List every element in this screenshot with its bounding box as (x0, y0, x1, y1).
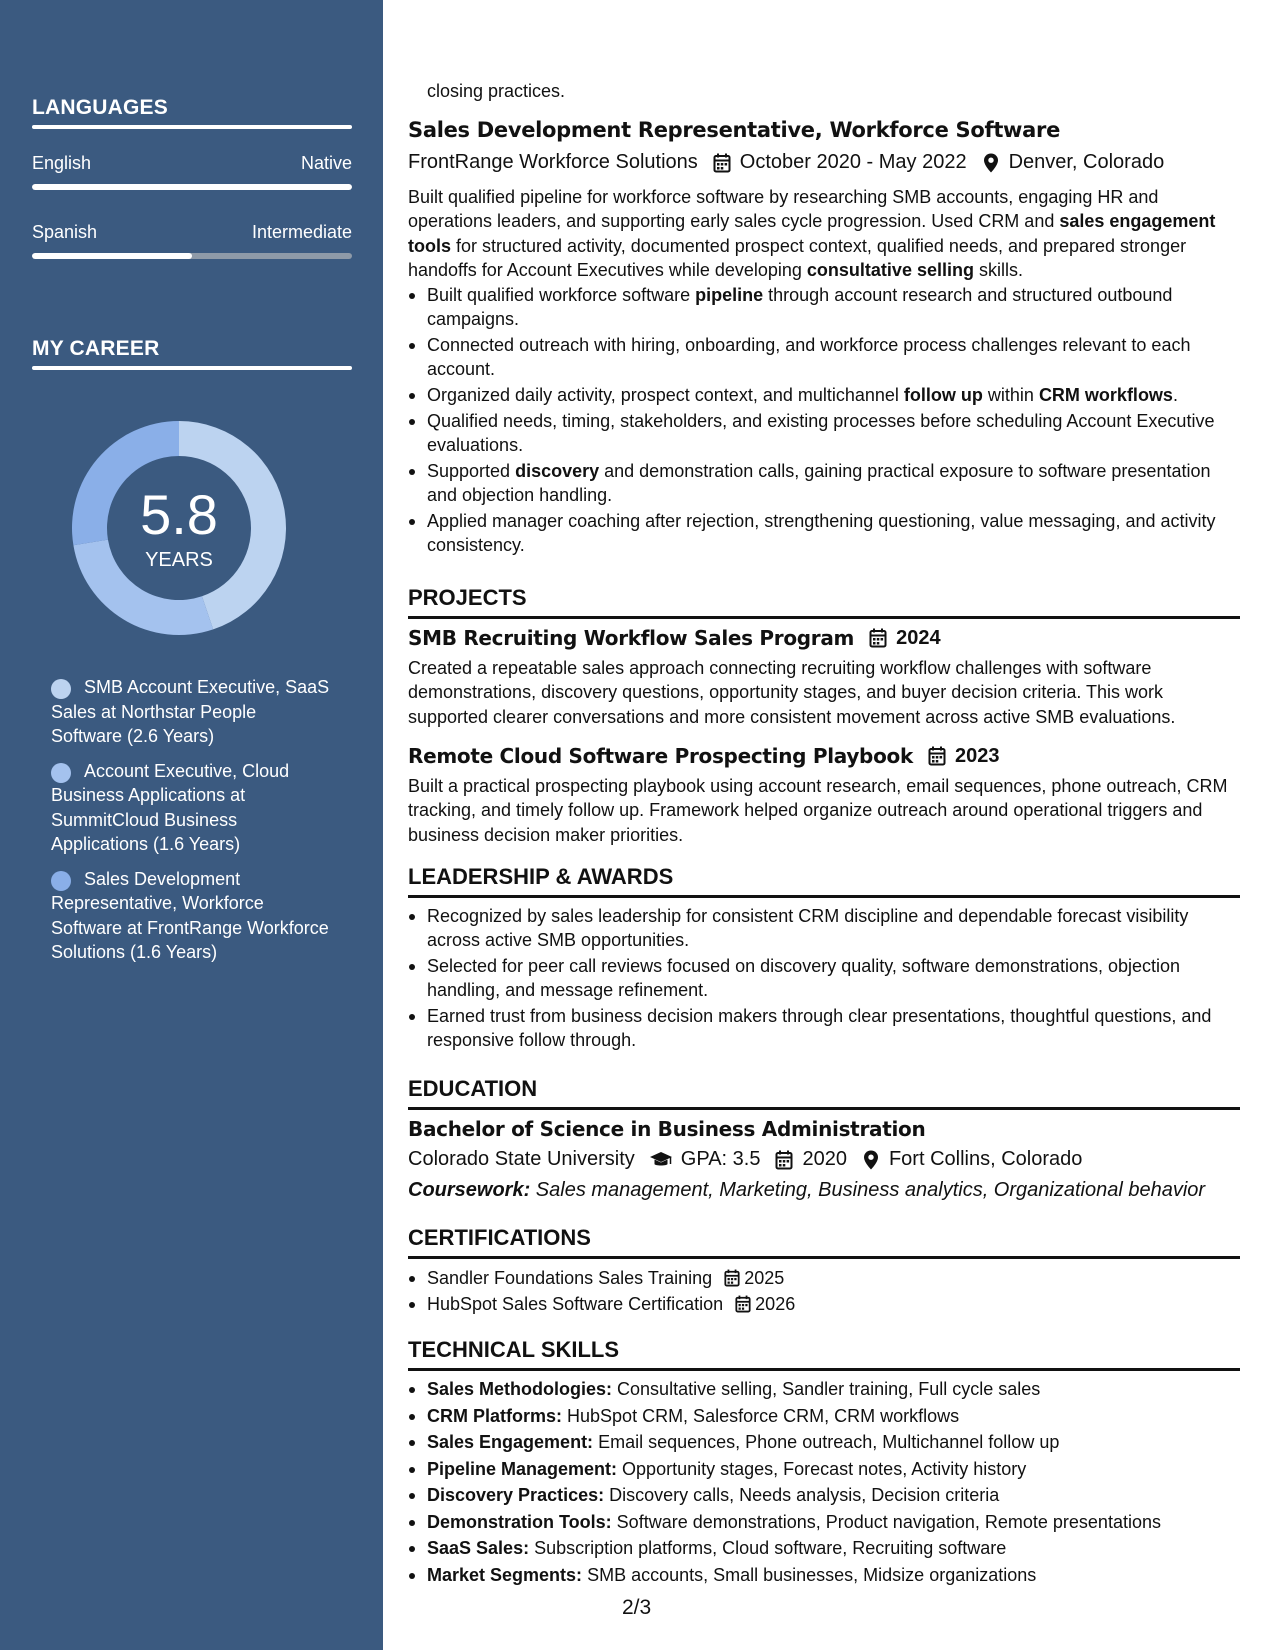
language-name: Spanish (32, 222, 98, 242)
career-title: MY CAREER (32, 337, 160, 360)
project-description: Built a practical prospecting playbook using account research, email sequences, phone outreach, CRM tracking, and timely follow up. Framework helped organize outreach around operational triggers and business decision maker priorities. (408, 776, 1228, 845)
projects-title: PROJECTS (408, 585, 527, 610)
calendar-icon (712, 153, 732, 173)
certification-item (408, 1292, 1240, 1316)
text-run: Built qualified workforce software (427, 285, 696, 305)
text-run: skills. (973, 259, 1023, 280)
graduation-cap-icon (649, 1150, 673, 1170)
graduation-year: 2020 (802, 1148, 847, 1170)
education-section-header (408, 1076, 1240, 1110)
skill-item (408, 1483, 1240, 1508)
certification-year: 2026 (755, 1293, 796, 1314)
skill-item (408, 1510, 1240, 1535)
project-name: Remote Cloud Software Prospecting Playbook (408, 744, 913, 768)
legend-dot (51, 763, 71, 783)
career-donut-chart (66, 415, 292, 641)
bold-keyword: Discovery Practices: (427, 1485, 605, 1505)
project-name: SMB Recruiting Workflow Sales Program (408, 626, 855, 650)
calendar-icon (734, 1294, 752, 1314)
text-run: Consultative selling, Sandler training, Full cycle sales (612, 1379, 1041, 1399)
calendar-icon (723, 1268, 741, 1288)
school-name: Colorado State University (408, 1148, 635, 1170)
bold-keyword: SaaS Sales: (427, 1538, 530, 1558)
calendar-icon (927, 746, 947, 766)
job-dates: October 2020 - May 2022 (739, 151, 967, 173)
gpa: GPA: 3.5 (680, 1148, 761, 1170)
job-location: Denver, Colorado (1008, 151, 1165, 173)
language-level: Intermediate (251, 222, 352, 242)
section-rule (408, 1368, 1240, 1371)
sidebar (0, 0, 383, 1650)
skill-item (408, 1563, 1240, 1588)
certification-name: HubSpot Sales Software Certification (427, 1293, 724, 1314)
leadership-title: LEADERSHIP & AWARDS (408, 864, 674, 889)
career-item (51, 867, 331, 965)
job-title: Sales Development Representative, Workforce Software (408, 118, 1061, 142)
certifications-title: CERTIFICATIONS (408, 1225, 591, 1250)
job-bullet (408, 409, 1240, 458)
text-run: Supported (427, 461, 516, 482)
languages-title: LANGUAGES (32, 96, 168, 119)
bold-keyword: consultative selling (806, 259, 974, 280)
bold-keyword: discovery (515, 461, 600, 482)
job-meta (408, 151, 1164, 174)
bold-keyword: CRM workflows (1038, 385, 1173, 406)
text-run: Organized daily activity, prospect context, and multichannel (427, 385, 904, 406)
career-rule (32, 366, 352, 370)
text-run: Opportunity stages, Forecast notes, Activity history (617, 1458, 1027, 1479)
career-item (51, 759, 331, 857)
text-run: within (982, 385, 1039, 406)
leadership-bullets (408, 904, 1240, 1054)
text-run: Email sequences, Phone outreach, Multichannel follow up (593, 1432, 1060, 1452)
text-run: HubSpot CRM, Salesforce CRM, CRM workflows (562, 1405, 960, 1426)
skill-item (408, 1457, 1240, 1482)
job-bullets (408, 283, 1240, 559)
legend-dot (51, 679, 71, 699)
job-bullet (408, 459, 1240, 508)
project-description: Created a repeatable sales approach connecting recruiting workflow challenges with software demonstrations, discovery questions, opportunity stages, and buyer decision criteria. This work supported clearer conversations and more consistent movement across active SMB evaluations. (408, 658, 1176, 727)
career-item-text: SMB Account Executive, SaaS Sales at Northstar People Software (2.6 Years) (51, 677, 330, 746)
map-pin-icon (861, 1150, 881, 1170)
text-run: Subscription platforms, Cloud software, Recruiting software (529, 1538, 1007, 1558)
certifications-section-header (408, 1225, 1240, 1259)
leadership-bullet: Earned trust from business decision makers through clear presentations, thoughtful questions, and responsive follow through. (408, 1004, 1240, 1053)
projects-section-header (408, 585, 1240, 619)
legend-dot (51, 871, 71, 891)
certification-name: Sandler Foundations Sales Training (427, 1268, 713, 1288)
skill-item (408, 1430, 1240, 1455)
certification-year: 2025 (744, 1268, 785, 1288)
skill-item (408, 1404, 1240, 1429)
job-bullet (408, 333, 1240, 382)
language-bar-fill (32, 184, 352, 190)
text-run: Discovery calls, Needs analysis, Decision criteria (604, 1485, 1000, 1505)
job-bullet (408, 283, 1240, 332)
certification-item (408, 1266, 1240, 1290)
bold-keyword: Market Segments: (427, 1564, 583, 1585)
career-item (51, 675, 331, 749)
language-bar (32, 184, 352, 190)
text-run: Built qualified pipeline for workforce software by researching SMB accounts, engaging HR and operations leaders, and supporting early sales cycle progression. Used CRM and (408, 187, 1159, 232)
skills-title: TECHNICAL SKILLS (408, 1337, 620, 1362)
school-location: Fort Collins, Colorado (888, 1148, 1083, 1170)
text-run: Connected outreach with hiring, onboarding, and workforce process challenges relevant to each account. (427, 335, 1191, 380)
section-rule (408, 1107, 1240, 1110)
language-name: English (32, 153, 92, 173)
bold-keyword: sales engagement tools (408, 211, 1216, 256)
section-rule (408, 895, 1240, 898)
coursework (408, 1179, 1205, 1202)
job-company: FrontRange Workforce Solutions (408, 151, 698, 173)
career-legend (51, 675, 331, 975)
coursework-list: Sales management, Marketing, Business analytics, Organizational behavior (530, 1179, 1206, 1201)
bold-keyword: Sales Methodologies: (427, 1379, 613, 1399)
career-total: 5.8 (140, 483, 218, 546)
bold-keyword: Pipeline Management: (427, 1458, 618, 1479)
bold-keyword: pipeline (695, 285, 764, 305)
section-rule (408, 1256, 1240, 1259)
bold-keyword: follow up (903, 385, 983, 406)
career-unit: YEARS (145, 549, 213, 571)
calendar-icon (868, 628, 888, 648)
job-summary (408, 185, 1240, 282)
bold-keyword: CRM Platforms: (427, 1405, 563, 1426)
text-run: and demonstration calls, gaining practical exposure to software presentation and objection handling. (427, 461, 1211, 506)
bold-keyword: Sales Engagement: (427, 1432, 594, 1452)
language-bar-fill (32, 253, 192, 259)
bold-keyword: Demonstration Tools: (427, 1511, 612, 1532)
leadership-bullet: Selected for peer call reviews focused on discovery quality, software demonstrations, objection handling, and message refinement. (408, 954, 1240, 1003)
job-bullet (408, 509, 1240, 558)
text-run: Applied manager coaching after rejection, strengthening questioning, value messaging, and activity consistency. (427, 511, 1216, 556)
skills-section-header (408, 1337, 1240, 1371)
carry-over-text: closing practices. (427, 81, 566, 101)
text-run: through account research and structured outbound campaigns. (427, 285, 1173, 330)
text-run: Qualified needs, timing, stakeholders, and existing processes before scheduling Account Executive evaluations. (427, 410, 1215, 456)
leadership-section-header (408, 864, 1240, 898)
skills-list (408, 1377, 1240, 1589)
career-item-text: Account Executive, Cloud Business Applications at SummitCloud Business Applications (1.6 Years) (51, 760, 290, 854)
degree: Bachelor of Science in Business Administration (408, 1117, 926, 1141)
language-bar (32, 253, 352, 259)
education-title: EDUCATION (408, 1076, 538, 1101)
text-run: Software demonstrations, Product navigation, Remote presentations (611, 1511, 1161, 1532)
education-meta (408, 1148, 1082, 1171)
project-heading (408, 626, 941, 650)
certifications-list (408, 1266, 1240, 1318)
text-run: . (1172, 385, 1178, 406)
calendar-icon (774, 1150, 794, 1170)
skill-item (408, 1377, 1240, 1402)
language-level: Native (300, 153, 352, 173)
project-year: 2023 (954, 744, 1000, 767)
languages-rule (32, 125, 352, 129)
section-rule (408, 616, 1240, 619)
career-item-text: Sales Development Representative, Workforce Software at FrontRange Workforce Solutions (1.6 Years) (51, 868, 329, 962)
project-year: 2024 (896, 626, 941, 649)
text-run: for structured activity, documented prospect context, qualified needs, and prepared stronger handoffs for Account Executives while developing (408, 235, 1187, 280)
text-run: SMB accounts, Small businesses, Midsize organizations (582, 1564, 1037, 1585)
donut-center (66, 415, 292, 641)
coursework-label: Coursework: (408, 1179, 531, 1201)
page-number: 2/3 (622, 1596, 652, 1619)
skill-item (408, 1536, 1240, 1561)
map-pin-icon (981, 153, 1001, 173)
job-bullet (408, 383, 1240, 407)
project-heading (408, 744, 999, 768)
leadership-bullet: Recognized by sales leadership for consistent CRM discipline and dependable forecast visibility across active SMB opportunities. (408, 904, 1240, 953)
